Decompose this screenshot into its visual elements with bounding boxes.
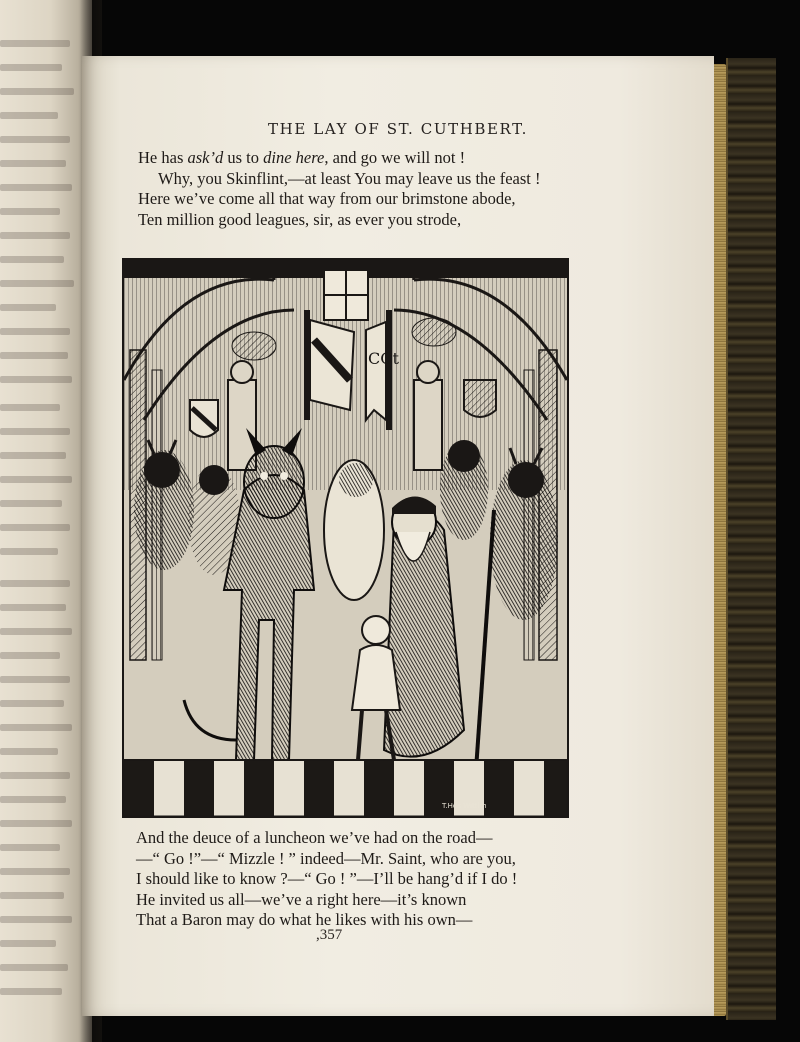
verse-line: I should like to know ?—“ Go ! ”—I’ll be hang’d if I do !	[136, 869, 518, 888]
verse-line: And the deuce of a luncheon we’ve had on the road—	[136, 828, 493, 847]
checkered-floor	[124, 760, 567, 816]
engraving-illustration	[122, 258, 569, 818]
verse-line: Ten million good leagues, sir, as ever you strode,	[138, 209, 462, 229]
verse-line: Why, you Skinflint,—at least You may leave us the feast !	[158, 168, 541, 188]
verse-italic-text: dine here	[263, 148, 325, 167]
top-verse-block	[138, 148, 541, 230]
verse-line	[138, 148, 541, 169]
verse-text: , and go we will not !	[324, 148, 466, 167]
verse-line: He invited us all—we’ve a right here—it’s known	[136, 889, 467, 909]
page-number: ,357	[316, 927, 343, 943]
verse-italic-text: ask’d	[187, 148, 224, 167]
verse-text: He has	[138, 148, 188, 167]
verse-text: us to	[223, 148, 264, 167]
right-page	[82, 56, 714, 1016]
engraver-signature: T.Hds Wittlrh	[442, 802, 487, 810]
gothic-window	[324, 270, 368, 320]
verse-line: —“ Go !”—“ Mizzle ! ” indeed—Mr. Saint, who are you,	[136, 848, 516, 868]
banner-lettering: CCt	[368, 349, 399, 368]
running-head: THE LAY OF ST. CUTHBERT.	[268, 120, 528, 138]
verse-line: Here we’ve come all that way from our brimstone abode,	[138, 189, 516, 208]
book-cover-edge	[726, 58, 776, 1020]
verse-line: That a Baron may do what he likes with his own—	[136, 910, 473, 929]
left-facing-page	[0, 0, 92, 1042]
bottom-verse-block	[136, 828, 517, 931]
engraving-drawing	[124, 260, 567, 816]
